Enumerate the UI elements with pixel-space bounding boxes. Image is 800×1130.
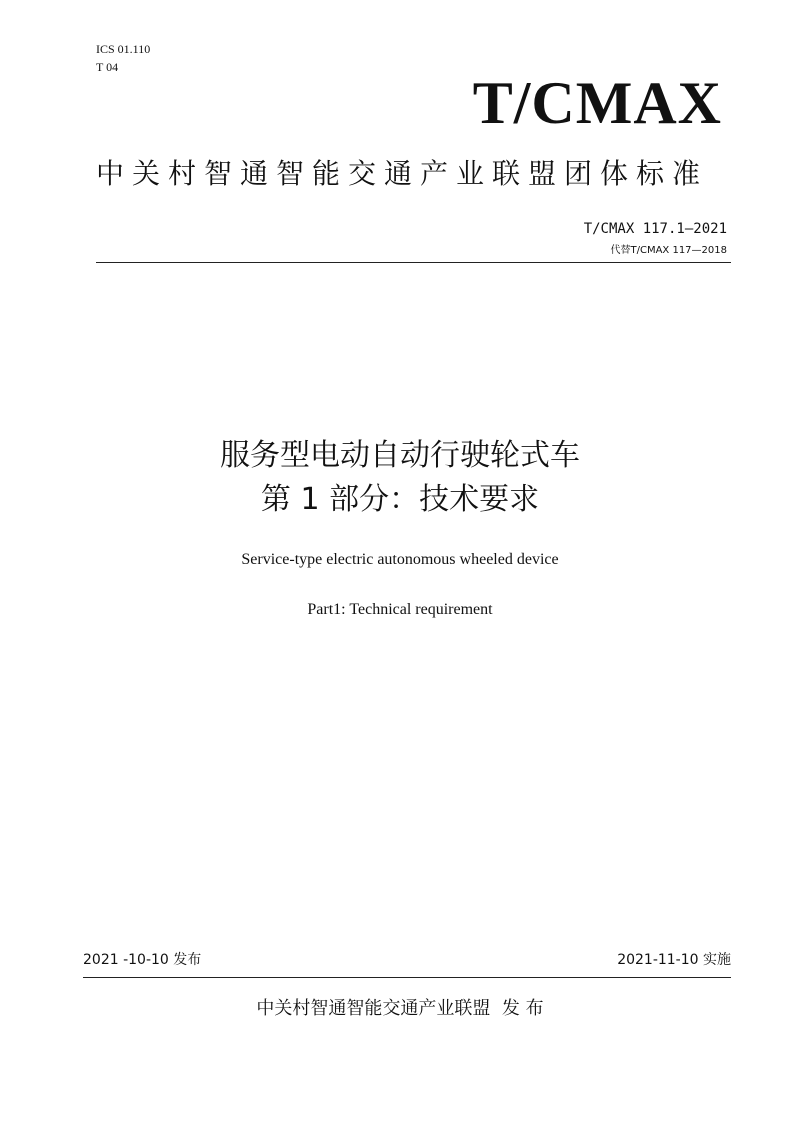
publisher-line: 中关村智通智能交通产业联盟 发 布 [256, 998, 544, 1019]
header-divider [96, 262, 731, 263]
implementation-date: 2021-11-10 实施 [617, 952, 731, 968]
standard-code: T/CMAX 117.1—2021 [583, 221, 727, 237]
document-title-en: Service-type electric autonomous wheeled device [241, 551, 559, 568]
document-subtitle-en: Part1: Technical requirement [307, 601, 493, 618]
organization-title: 中关村智通智能交通产业联盟团体标准 [96, 157, 709, 190]
standard-logo: T/CMAX [472, 70, 722, 136]
document-subtitle-cn: 第 1 部分：技术要求 [260, 482, 540, 517]
document-title-cn: 服务型电动自动行驶轮式车 [220, 438, 580, 473]
issue-date: 2021 -10-10 发布 [83, 952, 202, 968]
category-code: T 04 [96, 60, 119, 74]
footer-divider [83, 977, 731, 978]
ics-code-block [96, 40, 150, 76]
replaces-standard: 代替T/CMAX 117—2018 [610, 245, 727, 256]
ics-code: ICS 01.110 [96, 42, 151, 56]
